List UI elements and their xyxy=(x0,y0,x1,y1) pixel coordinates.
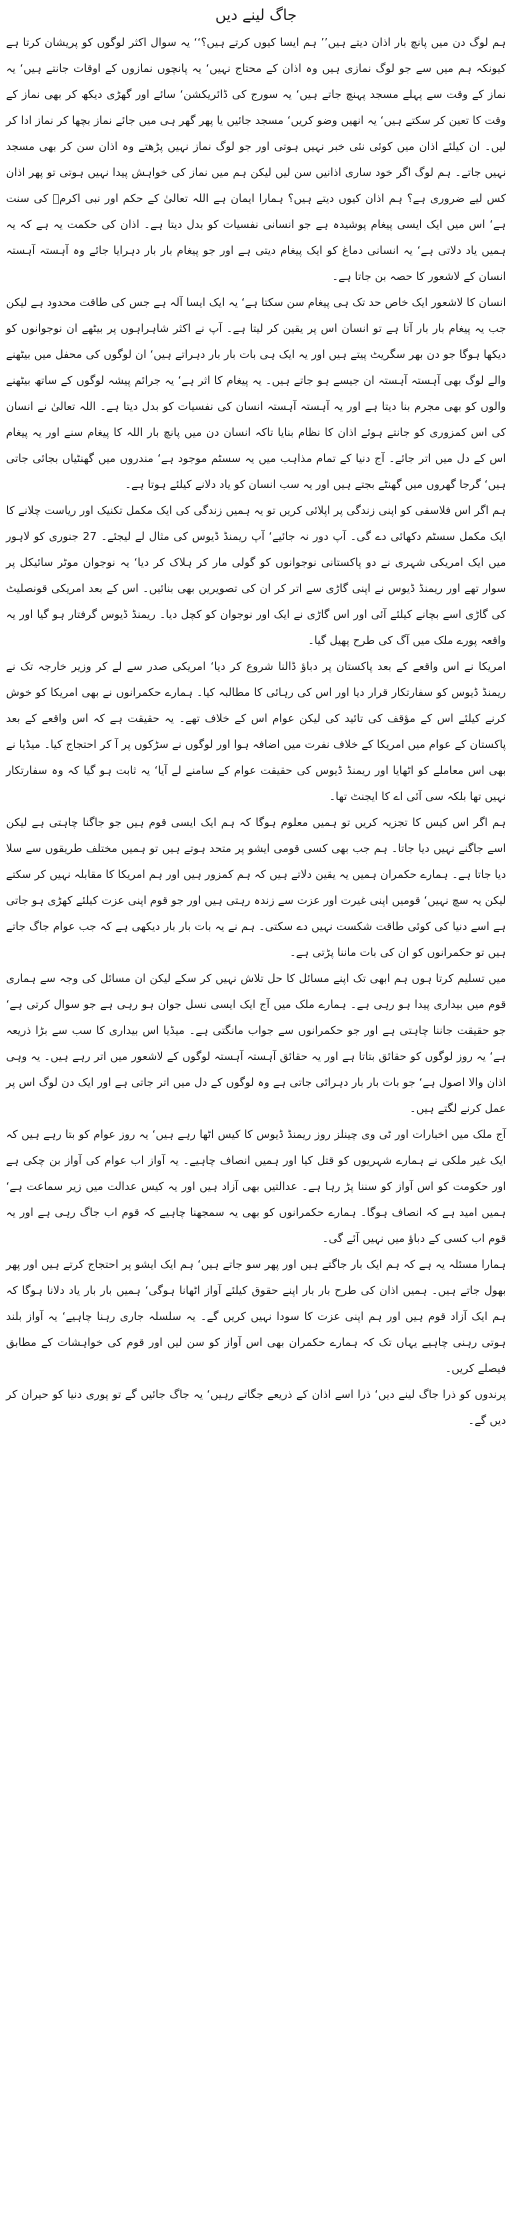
article-paragraph: امریکا نے اس واقعے کے بعد پاکستان پر دباؤ ڈالنا شروع کر دیا‘ امریکی صدر سے لے کر وزیر خارجہ تک نے ریمنڈ ڈیوس کو سفارتکار قرار دیا اور اس کی رہائی کا مطالبہ کیا۔ ہمارے حکمرانوں نے بھی امریکا کو خوش کرنے کیلئے اس کے مؤقف کی تائید کی لیکن عوام اس کے خلاف تھے۔ یہ حقیقت ہے کہ اس واقعے کے بعد پاکستان کے عوام میں امریکا کے خلاف نفرت میں اضافہ ہوا اور لوگوں نے سڑکوں پر آ کر احتجاج کیا۔ میڈیا نے بھی اس معاملے کو اٹھایا اور ریمنڈ ڈیوس کی حقیقت عوام کے سامنے لے آیا‘ یہ ثابت ہو گیا کہ وہ سفارتکار نہیں تھا بلکہ سی آئی اے کا ایجنٹ تھا۔ xyxy=(6,660,506,803)
article-paragraph: ہم لوگ دن میں پانچ بار اذان دیتے ہیں’’ ہم ایسا کیوں کرتے ہیں؟‘‘ یہ سوال اکثر لوگوں کو پریشان کرتا ہے کیونکہ ہم میں سے جو لوگ نمازی ہیں وہ اذان کے محتاج نہیں‘ یہ پانچوں نمازوں کے اوقات جانتے ہیں‘ یہ نماز کے وقت سے پہلے مسجد پہنچ جاتے ہیں‘ یہ سورج کی ڈائریکشن‘ سائے اور گھڑی دیکھ کر بھی نماز کے وقت کا تعین کر سکتے ہیں‘ یہ انھیں وضو کریں‘ مسجد جائیں یا پھر گھر ہی میں جائے نماز بچھا کر نماز ادا کر لیں۔ ان کیلئے اذان میں کوئی نئی خبر نہیں ہوتی اور جو لوگ نماز نہیں پڑھتے وہ اذان سن کر بھی مسجد نہیں جاتے۔ ہم لوگ اگر خود ساری اذانیں سن لیں لیکن ہم میں نماز کی خواہش پیدا نہیں ہوتی تو پھر اذان کس لیے ضروری ہے؟ ہم اذان کیوں دیتے ہیں؟ ہمارا ایمان ہے اللہ تعالیٰ کے حکم اور نبی اکرمؐ کی سنت ہے‘ اس میں ایک ایسی پیغام پوشیدہ ہے جو انسانی نفسیات کو بدل دیتا ہے۔ اذان کی حکمت یہ ہے کہ یہ ہمیں یاد دلاتی ہے‘ یہ انسانی دماغ کو ایک پیغام دیتی ہے اور جو پیغام بار بار دہرایا جائے وہ آہستہ آہستہ انسان کے لاشعور کا حصہ بن جاتا ہے۔ xyxy=(6,36,506,283)
article-headline: جاگ لینے دیں xyxy=(215,6,297,24)
article-paragraph: ہمارا مسئلہ یہ ہے کہ ہم ایک بار جاگتے ہیں اور پھر سو جاتے ہیں‘ ہم ایک ایشو پر احتجاج کرتے ہیں اور پھر بھول جاتے ہیں۔ ہمیں اذان کی طرح بار بار اپنے حقوق کیلئے آواز اٹھانا ہوگی‘ ہمیں بار بار یاد دلانا ہوگا کہ ہم ایک آزاد قوم ہیں اور ہم اپنی عزت کا سودا نہیں کریں گے۔ یہ سلسلہ جاری رہنا چاہیے‘ یہ آواز بلند ہوتی رہنی چاہیے یہاں تک کہ ہمارے حکمران بھی اس آواز کو سن لیں اور قوم کی خواہشات کے مطابق فیصلے کریں۔ xyxy=(6,1258,506,1375)
article-paragraph: پرندوں کو ذرا جاگ لینے دیں‘ ذرا اسے اذان کے ذریعے جگاتے رہیں‘ یہ جاگ جائیں گے تو پوری دنیا کو حیران کر دیں گے۔ xyxy=(6,1388,506,1427)
article-paragraph: ہم اگر اس فلاسفی کو اپنی زندگی پر اپلائی کریں تو یہ ہمیں زندگی کی ایک مکمل تکنیک اور ریاست چلانے کا ایک مکمل سسٹم دکھائی دے گی۔ آپ دور نہ جائیے‘ آپ ریمنڈ ڈیوس کی مثال لے لیجئے۔ 27 جنوری کو لاہور میں ایک امریکی شہری نے دو پاکستانی نوجوانوں کو گولی مار کر ہلاک کر دیا‘ یہ نوجوان موٹر سائیکل پر سوار تھے اور ریمنڈ ڈیوس نے اپنی گاڑی سے اتر کر ان کی تصویریں بھی بنائیں۔ اس کے بعد امریکی قونصلیٹ کی گاڑی اسے بچانے کیلئے آئی اور اس گاڑی نے ایک اور نوجوان کو کچل دیا۔ ریمنڈ ڈیوس گرفتار ہو گیا اور یہ واقعہ پورے ملک میں آگ کی طرح پھیل گیا۔ xyxy=(6,504,506,647)
article-paragraph: میں تسلیم کرتا ہوں ہم ابھی تک اپنے مسائل کا حل تلاش نہیں کر سکے لیکن ان مسائل کی وجہ سے ہماری قوم میں بیداری پیدا ہو رہی ہے۔ ہمارے ملک میں آج ایک ایسی نسل جوان ہو رہی ہے جو سوال کرتی ہے‘ جو حقیقت جاننا چاہتی ہے اور جو حکمرانوں سے جواب مانگتی ہے۔ میڈیا اس بیداری کا سب سے بڑا ذریعہ ہے‘ یہ روز لوگوں کو حقائق بتاتا ہے اور یہ حقائق آہستہ آہستہ لوگوں کے لاشعور میں اتر رہے ہیں۔ یہ وہی اذان والا اصول ہے‘ جو بات بار بار دہرائی جاتی ہے وہ لوگوں کے دل میں اتر جاتی ہے اور ایک دن لوگ اس پر عمل کرنے لگتے ہیں۔ xyxy=(6,972,506,1115)
article-paragraph: آج ملک میں اخبارات اور ٹی وی چینلز روز ریمنڈ ڈیوس کا کیس اٹھا رہے ہیں‘ یہ روز عوام کو بتا رہے ہیں کہ ایک غیر ملکی نے ہمارے شہریوں کو قتل کیا اور ہمیں انصاف چاہیے۔ یہ آواز اب عوام کی آواز بن چکی ہے اور حکومت کو اس آواز کو سننا پڑ رہا ہے۔ عدالتیں بھی آزاد ہیں اور یہ کیس عدالت میں زیر سماعت ہے‘ ہمیں امید ہے کہ انصاف ہوگا۔ ہمارے حکمرانوں کو بھی یہ سمجھنا چاہیے کہ قوم اب جاگ رہی ہے اور یہ قوم اب کسی کے دباؤ میں نہیں آئے گی۔ xyxy=(6,1128,506,1245)
article-paragraph: ہم اگر اس کیس کا تجزیہ کریں تو ہمیں معلوم ہوگا کہ ہم ایک ایسی قوم ہیں جو جاگنا چاہتی ہے لیکن اسے جاگنے نہیں دیا جاتا۔ ہم جب بھی کسی قومی ایشو پر متحد ہوتے ہیں تو ہمیں مختلف طریقوں سے سلا دیا جاتا ہے۔ ہمارے حکمران ہمیں یہ یقین دلاتے ہیں کہ ہم کمزور ہیں اور ہم امریکا کا مقابلہ نہیں کر سکتے لیکن یہ سچ نہیں‘ قومیں اپنی غیرت اور عزت سے زندہ رہتی ہیں اور جو قوم اپنی عزت کیلئے کھڑی ہو جاتی ہے اسے دنیا کی کوئی طاقت شکست نہیں دے سکتی۔ ہم نے یہ بات بار بار دیکھی ہے کہ جب عوام جاگ جاتے ہیں تو حکمرانوں کو ان کی بات ماننا پڑتی ہے۔ xyxy=(6,816,506,959)
article-body xyxy=(6,30,506,1434)
article-paragraph: انسان کا لاشعور ایک خاص حد تک ہی پیغام سن سکتا ہے‘ یہ ایک ایسا آلہ ہے جس کی طاقت محدود ہے لیکن جب یہ پیغام بار بار آتا ہے تو انسان اس پر یقین کر لیتا ہے۔ آپ نے اکثر شاہراہوں پر بیٹھے ان نوجوانوں کو دیکھا ہوگا جو دن بھر سگریٹ پیتے ہیں اور یہ ایک ہی بات بار بار دہراتے ہیں‘ ان لوگوں کی محفل میں بیٹھنے والے لوگ بھی آہستہ آہستہ ان جیسے ہو جاتے ہیں۔ یہ پیغام کا اثر ہے‘ یہ جرائم پیشہ لوگوں کے ساتھ بیٹھنے والوں کو بھی مجرم بنا دیتا ہے اور یہ آہستہ آہستہ انسان کی نفسیات کو بدل دیتا ہے۔ اللہ تعالیٰ نے انسان کی اس کمزوری کو جانتے ہوئے اذان کا نظام بنایا تاکہ انسان دن میں پانچ بار اللہ کا پیغام سنے اور یہ پیغام اس کے دل میں اتر جائے۔ آج دنیا کے تمام مذاہب میں یہ سسٹم موجود ہے‘ مندروں میں گھنٹیاں بجائی جاتی ہیں‘ گرجا گھروں میں گھنٹے بجتے ہیں اور یہ سب انسان کو یاد دلانے کیلئے ہوتا ہے۔ xyxy=(6,296,506,491)
